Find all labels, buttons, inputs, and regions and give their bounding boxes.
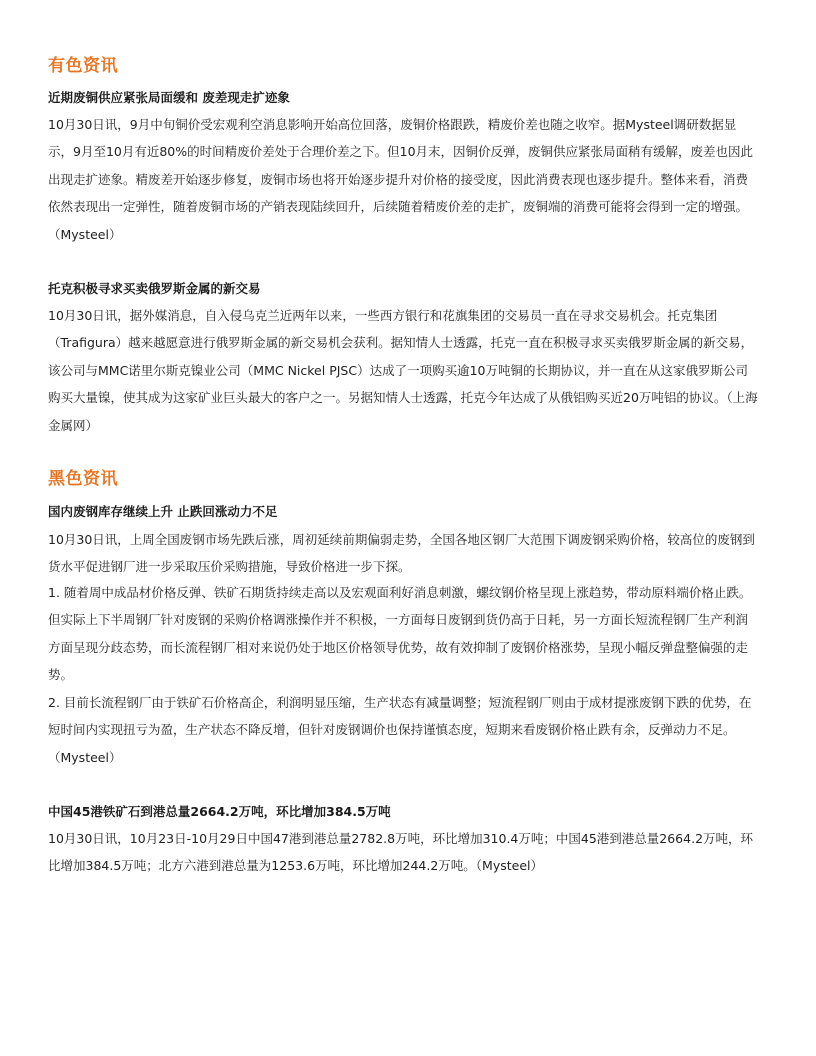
article-title: 近期废铜供应紧张局面缓和 废差现走扩迹象: [48, 90, 290, 105]
article-paragraph: 10月30日讯，据外媒消息，自入侵乌克兰近两年以来，一些西方银行和花旗集团的交易员一直在寻求交易机会。托克集团（Trafigura）越来越愿意进行俄罗斯金属的新交易机会获利。据知情人士透露，托克一直在积极寻求买卖俄罗斯金属的新交易，该公司与MMC诺里尔斯克镍业公司（MMC Nickel PJSC）达成了一项购买逾10万吨铜的长期协议，并一直在从这家俄罗斯公司购买大量镍，使其成为这家矿业巨头最大的客户之一。另据知情人士透露，托克今年达成了从俄铝购买近20万吨铝的协议。（上海金属网）: [48, 308, 758, 433]
article-paragraph: 10月30日讯，上周全国废钢市场先跌后涨，周初延续前期偏弱走势，全国各地区钢厂大范围下调废钢采购价格，较高位的废钢到货水平促进钢厂进一步采取压价采购措施，导致价格进一步下探。: [48, 532, 755, 575]
article-paragraph: 10月30日讯，10月23日-10月29日中国47港到港总量2782.8万吨，环比增加310.4万吨；中国45港到港总量2664.2万吨，环比增加384.5万吨；北方六港到港总量为1253.6万吨，环比增加244.2万吨。（Mysteel）: [48, 831, 754, 874]
article-title: 中国45港铁矿石到港总量2664.2万吨，环比增加384.5万吨: [48, 804, 391, 819]
article-paragraph: 10月30日讯，9月中旬铜价受宏观利空消息影响开始高位回落，废铜价格跟跌，精废价差也随之收窄。据Mysteel调研数据显示，9月至10月有近80%的时间精废价差处于合理价差之下。但10月末，因铜价反弹，废铜供应紧张局面稍有缓解，废差也因此出现走扩迹象。精废差开始逐步修复，废铜市场也将开始逐步提升对价格的接受度，因此消费表现也逐步提升。整体来看，消费依然表现出一定弹性，随着废铜市场的产销表现陆续回升，后续随着精废价差的走扩，废铜端的消费可能将会得到一定的增强。（Mysteel）: [48, 117, 754, 242]
article-paragraph: 2. 目前长流程钢厂由于铁矿石价格高企，利润明显压缩，生产状态有减量调整；短流程钢厂则由于成材提涨废钢下跌的优势，在短时间内实现扭亏为盈，生产状态不降反增，但针对废钢调价也保持谨慎态度，短期来看废钢价格止跌有余，反弹动力不足。（Mysteel）: [48, 695, 752, 765]
section-title-nonferrous: 有色资讯: [48, 56, 118, 76]
article-title: 国内废钢库存继续上升 止跌回涨动力不足: [48, 504, 278, 519]
section-title-ferrous: 黑色资讯: [48, 469, 118, 489]
article-title: 托克积极寻求买卖俄罗斯金属的新交易: [48, 281, 261, 296]
article-paragraph: 1. 随着周中成品材价格反弹、铁矿石期货持续走高以及宏观面利好消息刺激，螺纹钢价格呈现上涨趋势，带动原料端价格止跌。但实际上下半周钢厂针对废钢的采购价格调涨操作并不积极，一方面每日废钢到货仍高于日耗，另一方面长短流程钢厂生产利润方面呈现分歧态势，而长流程钢厂相对来说仍处于地区价格领导优势，故有效抑制了废钢价格涨势，呈现小幅反弹盘整偏强的走势。: [48, 585, 752, 683]
